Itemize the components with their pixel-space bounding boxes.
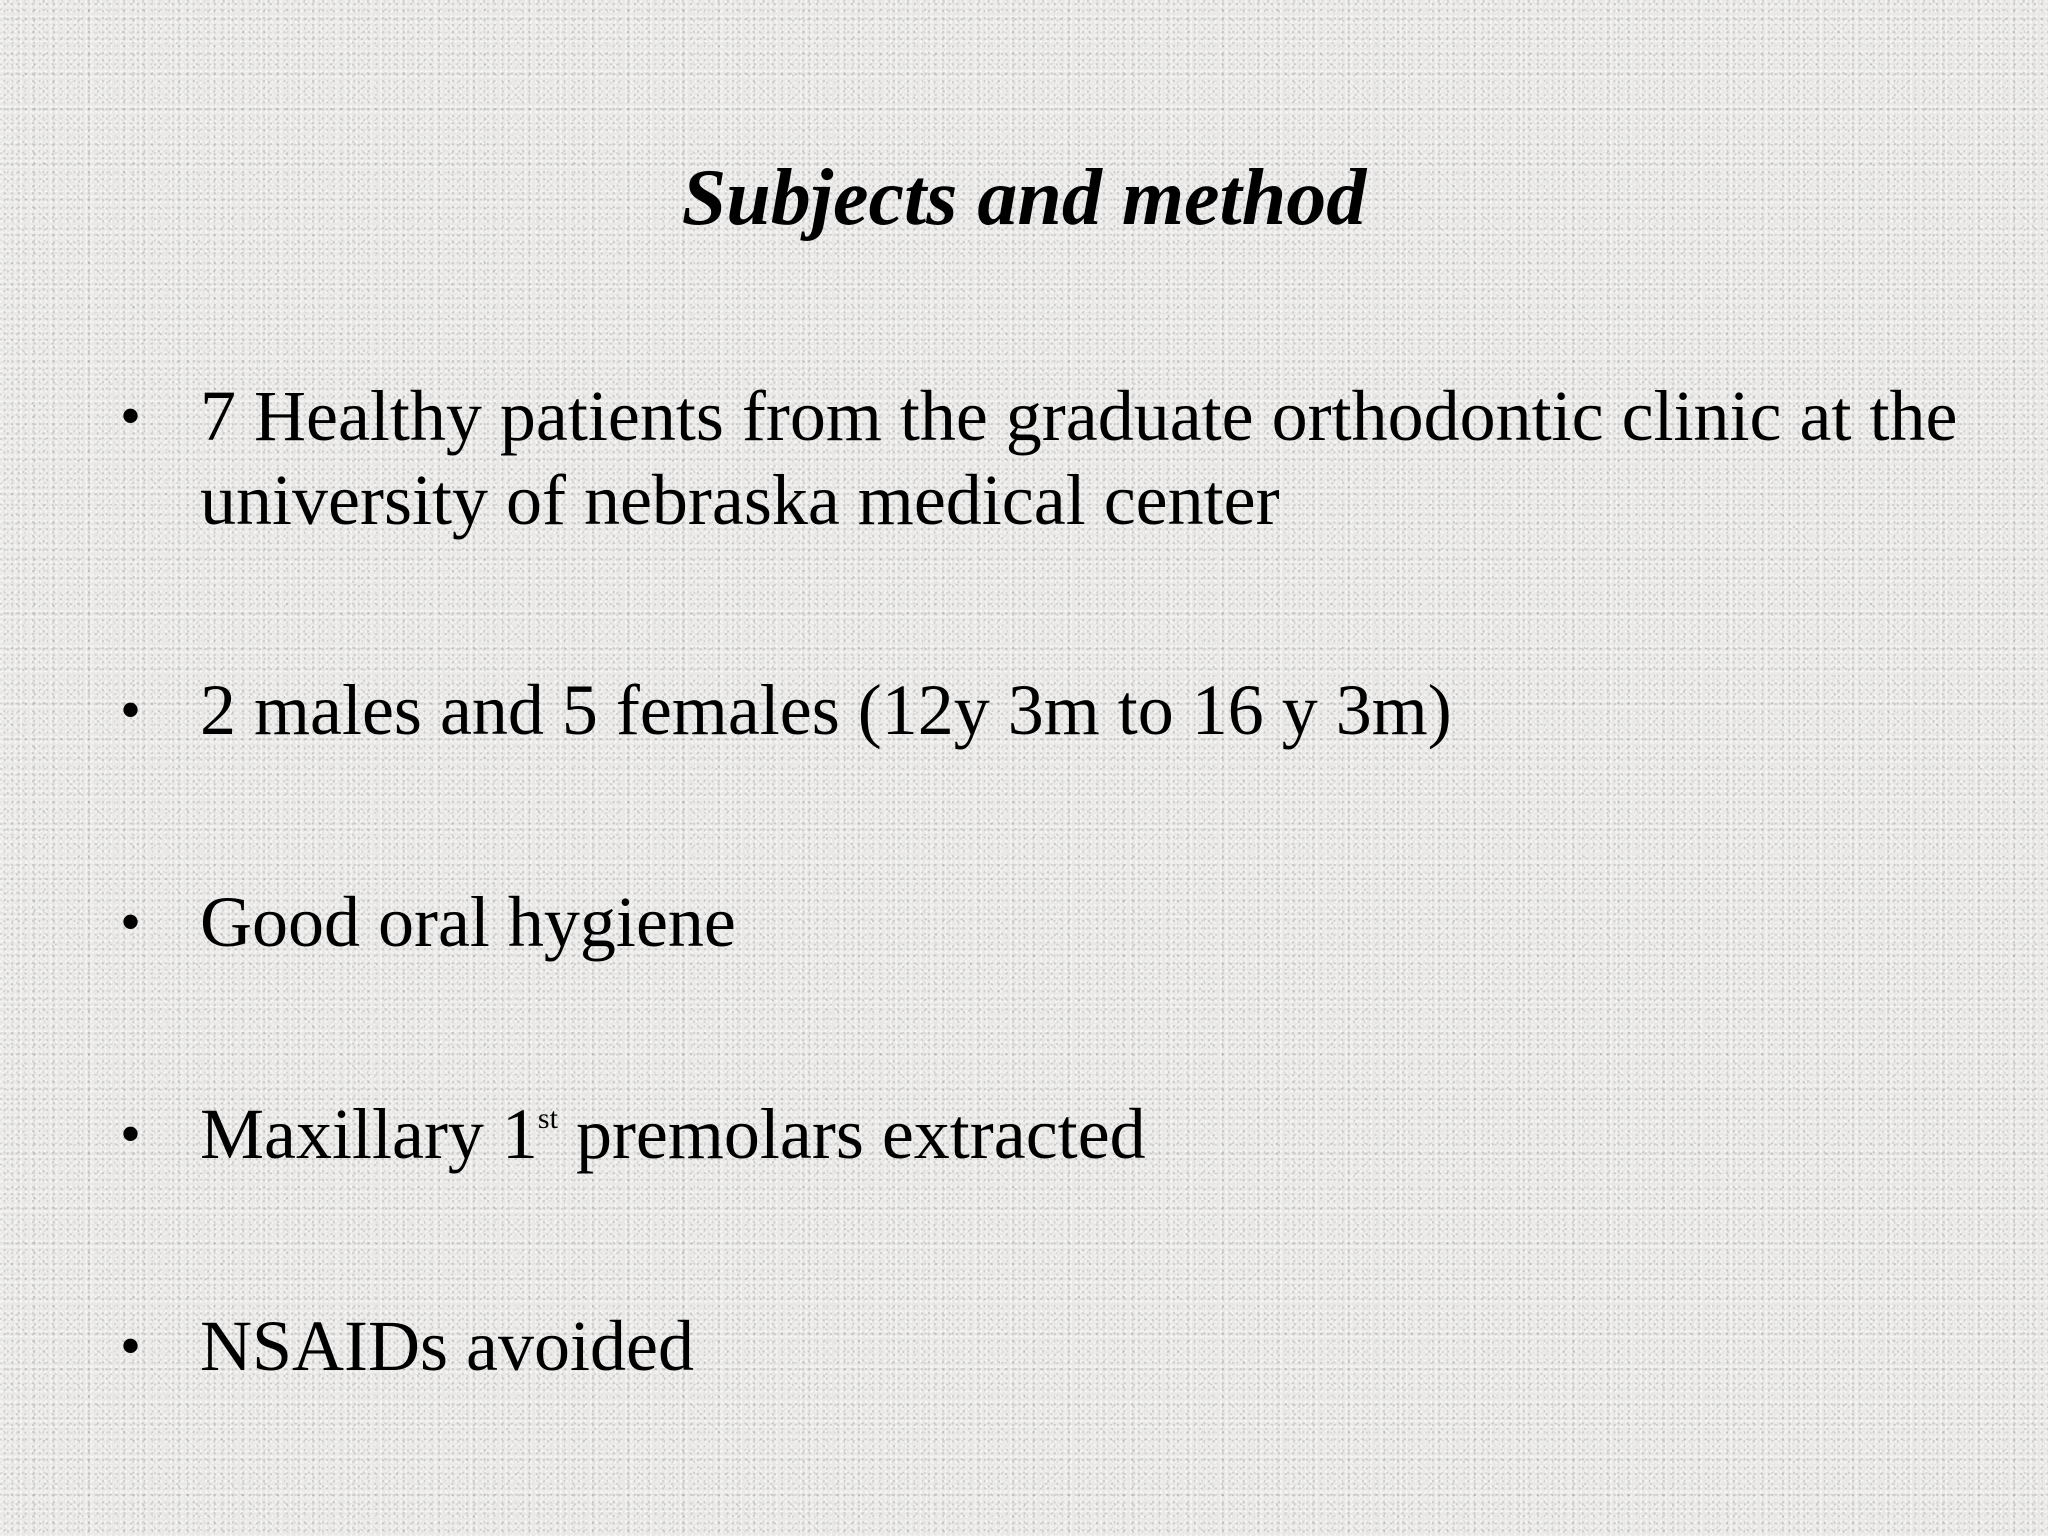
bullet-item-hygiene xyxy=(120,880,1980,964)
bullet-icon: • xyxy=(120,889,142,955)
bullet-text-prefix: Maxillary 1 xyxy=(200,1094,538,1174)
bullet-item-patients xyxy=(120,374,1980,542)
bullet-text-suffix: premolars extracted xyxy=(557,1094,1146,1174)
bullet-icon: • xyxy=(120,677,142,743)
bullet-icon: • xyxy=(120,1101,142,1167)
bullet-item-premolars xyxy=(120,1092,1980,1176)
bullet-text: NSAIDs avoided xyxy=(200,1306,694,1386)
bullet-icon: • xyxy=(120,1313,142,1379)
bullet-text: Good oral hygiene xyxy=(200,882,736,962)
bullet-text: 7 Healthy patients from the graduate orthodontic clinic at the university of nebraska medical center xyxy=(200,376,1958,540)
bullet-item-sex-age xyxy=(120,668,1980,752)
bullet-text: 2 males and 5 females (12y 3m to 16 y 3m) xyxy=(200,670,1452,750)
bullet-icon: • xyxy=(120,383,142,449)
slide-title: Subjects and method xyxy=(681,154,1367,242)
bullet-item-nsaids xyxy=(120,1304,1980,1388)
bullet-text xyxy=(200,1092,1980,1176)
ordinal-superscript: st xyxy=(537,1102,558,1135)
